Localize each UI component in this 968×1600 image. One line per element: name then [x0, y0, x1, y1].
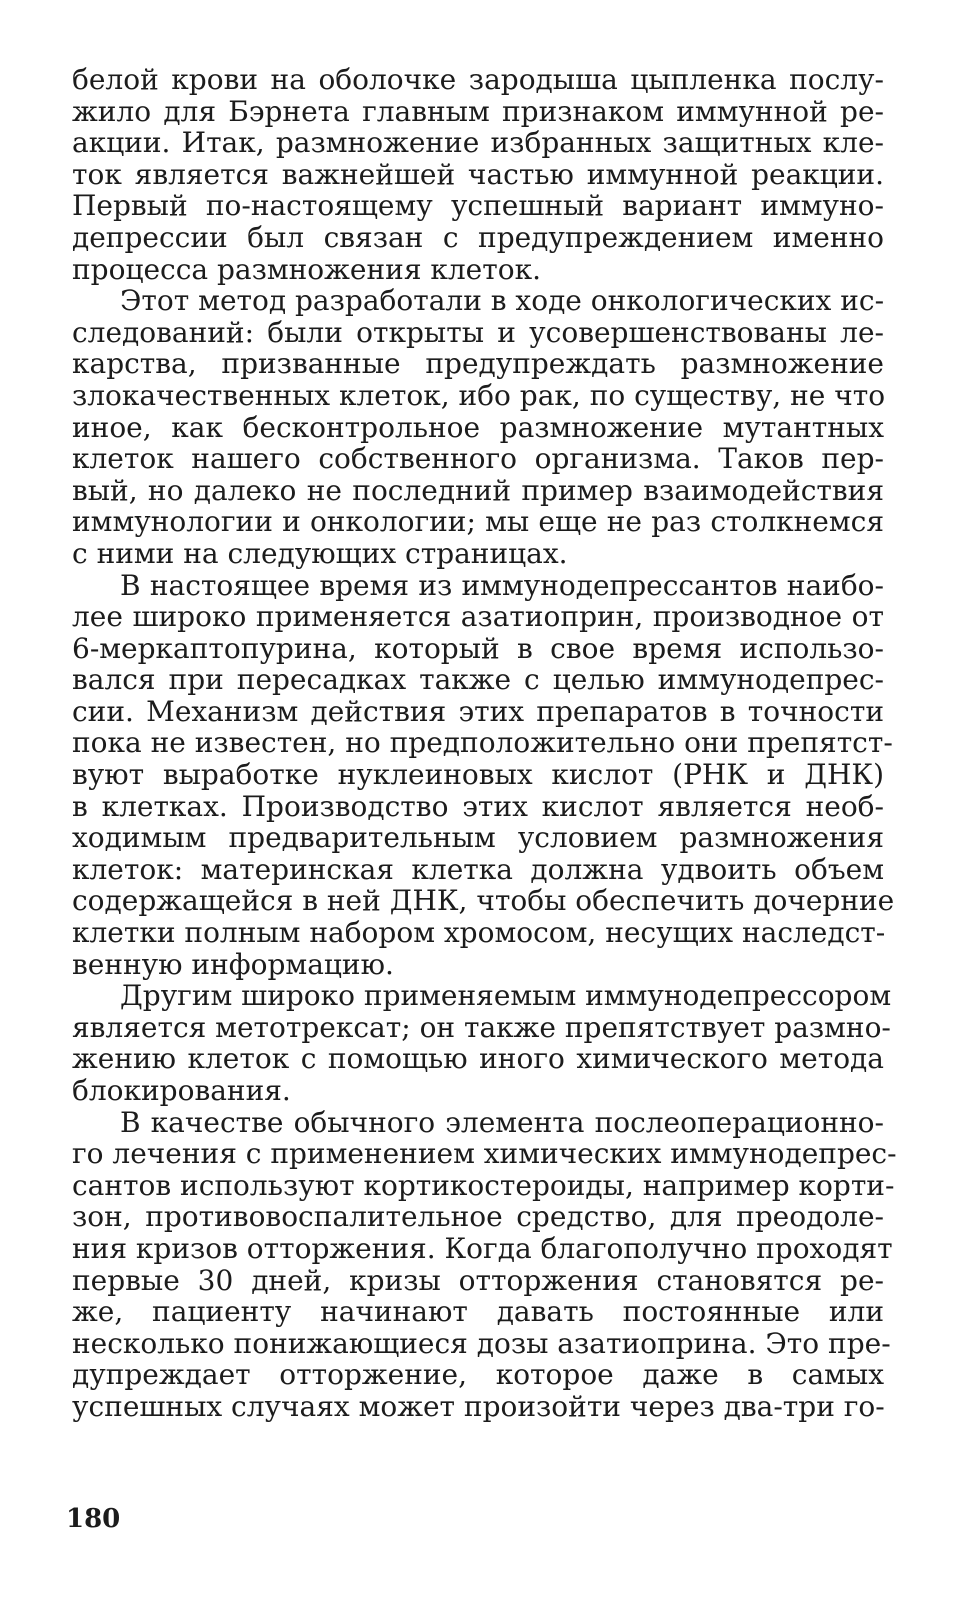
paragraph-5 [72, 1105, 897, 1423]
text-line: 6-меркаптопурина, который в свое время использо- [72, 631, 884, 665]
text-line: венную информацию. [72, 947, 394, 981]
text-line: вый, но далеко не последний пример взаимодействия [72, 473, 884, 507]
text-line: В качестве обычного элемента послеоперационно- [120, 1105, 884, 1139]
text-line: процесса размножения клеток. [72, 252, 541, 286]
text-line: Первый по-настоящему успешный вариант иммуно- [72, 189, 884, 223]
text-line: Этот метод разработали в ходе онкологических ис- [120, 284, 885, 318]
text-line: сии. Механизм действия этих препаратов в точности [72, 694, 884, 728]
text-line: клетки полным набором хромосом, несущих наследст- [72, 916, 886, 950]
text-line: карства, призванные предупреждать размножение [72, 347, 884, 381]
text-line: белой крови на оболочке зародыша цыпленка послу- [72, 63, 884, 96]
text-line: ток является важнейшей частью иммунной реакции. [72, 157, 884, 191]
paragraph-2 [72, 285, 884, 569]
text-line: клеток нашего собственного организма. Таков пер- [72, 442, 884, 476]
text-line: несколько понижающиеся дозы азатиоприна. Это пре- [72, 1326, 891, 1360]
text-line: дупреждает отторжение, которое даже в самых [72, 1358, 884, 1392]
text-line: зон, противовоспалительное средство, для преодоле- [72, 1200, 884, 1234]
text-line: Другим широко применяемым иммунодепрессором [120, 979, 892, 1013]
text-line: первые 30 дней, кризы отторжения становятся ре- [72, 1263, 884, 1297]
text-line: жению клеток с помощью иного химического метода [72, 1042, 884, 1076]
text-line: акции. Итак, размножение избранных защитных кле- [72, 126, 884, 160]
text-line: депрессии был связан с предупреждением именно [72, 220, 884, 254]
paragraph-1 [72, 64, 884, 285]
text-line: вуют выработке нуклеиновых кислот (РНК и ДНК) [72, 758, 884, 792]
text-line: сантов используют кортикостероиды, например корти- [72, 1168, 895, 1202]
text-line: клеток: материнская клетка должна удвоить объем [72, 852, 884, 886]
text-line: же, пациенту начинают давать постоянные или [72, 1295, 884, 1329]
text-line: с ними на следующих страницах. [72, 536, 568, 570]
text-line: иное, как бесконтрольное размножение мутантных [72, 410, 884, 444]
paragraph-3 [72, 568, 895, 981]
text-line: в клетках. Производство этих кислот является необ- [72, 789, 884, 823]
text-line: вался при пересадках также с целью иммунодепрес- [72, 663, 884, 697]
text-line: содержащейся в ней ДНК, чтобы обеспечить дочерние [72, 884, 895, 918]
text-line: следований: были открыты и усовершенствованы ле- [72, 315, 884, 349]
page-number: 180 [66, 1504, 121, 1534]
text-line: ния кризов отторжения. Когда благополучно проходят [72, 1231, 893, 1265]
text-line: го лечения с применением химических иммунодепрес- [72, 1137, 897, 1171]
text-line: ходимым предварительным условием размножения [72, 821, 884, 855]
text-line: пока не известен, но предположительно они препятст- [72, 726, 893, 760]
text-line: успешных случаях может произойти через два-три го- [72, 1389, 885, 1423]
text-line: В настоящее время из иммунодепрессантов наибо- [120, 568, 884, 602]
text-line: блокирования. [72, 1074, 291, 1107]
text-line: является метотрексат; он также препятствует размно- [72, 1010, 891, 1044]
body-text [72, 63, 897, 1423]
text-line: иммунологии и онкологии; мы еще не раз столкнемся [72, 505, 884, 539]
text-line: лее широко применяется азатиоприн, производное от [72, 600, 884, 634]
text-line: жило для Бэрнета главным признаком иммунной ре- [72, 94, 884, 128]
paragraph-4 [72, 979, 892, 1107]
text-line: злокачественных клеток, ибо рак, по существу, не что [72, 378, 886, 412]
